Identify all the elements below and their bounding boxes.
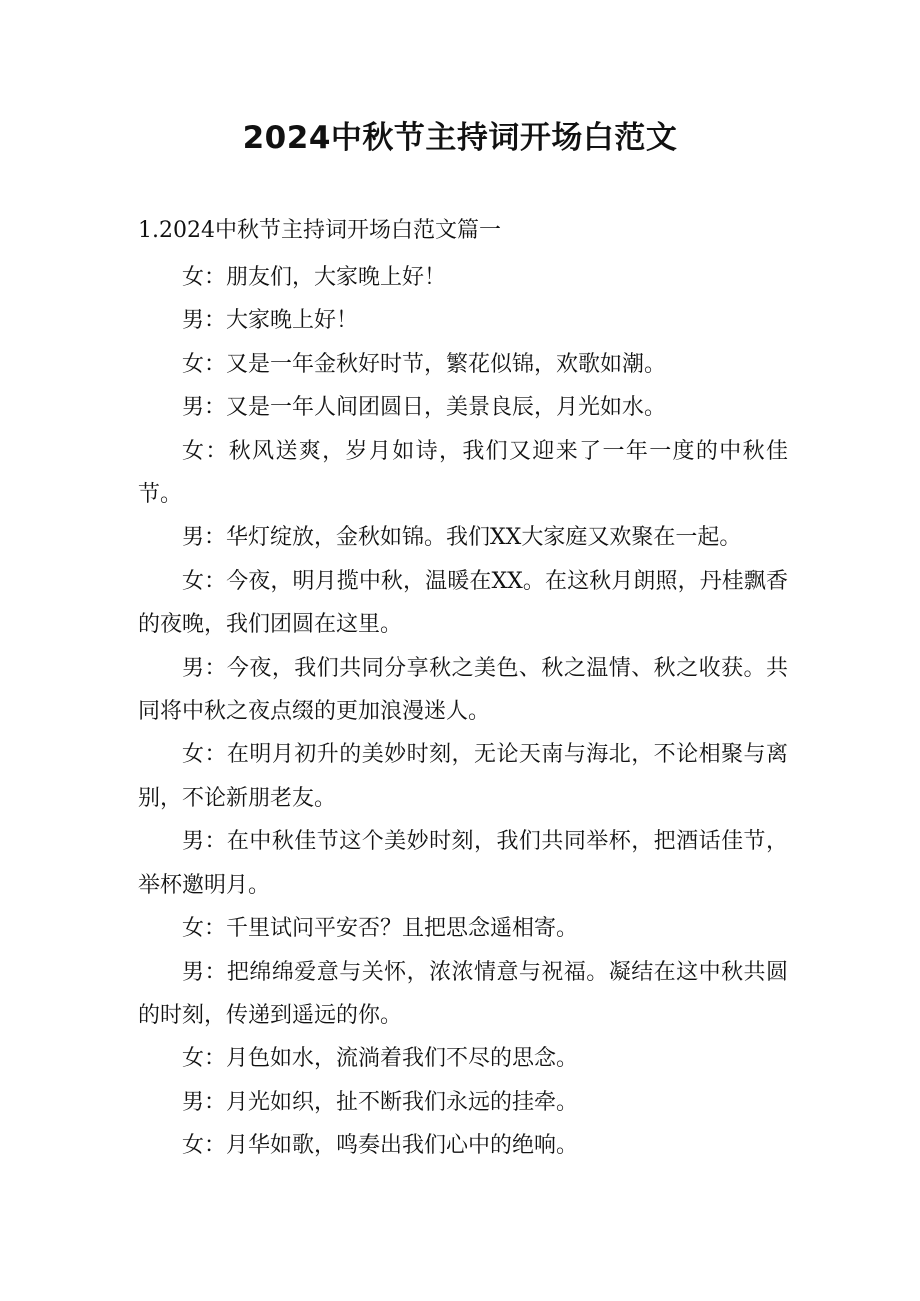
- paragraph: 女：又是一年金秋好时节，繁花似锦，欢歌如潮。: [182, 351, 667, 377]
- page-title: 2024中秋节主持词开场白范文: [242, 120, 678, 156]
- paragraph: 男：又是一年人间团圆日，美景良辰，月光如水。: [182, 395, 667, 421]
- paragraph: 女：在明月初升的美妙时刻，无论天南与海北，不论相聚与离别，不论新朋老友。: [138, 742, 788, 811]
- paragraph: 女：月色如水，流淌着我们不尽的思念。: [182, 1046, 579, 1072]
- paragraph: 女：今夜，明月揽中秋，温暖在XX。在这秋月朗照，丹桂飘香的夜晚，我们团圆在这里。: [138, 568, 788, 638]
- paragraph: 女：秋风送爽，岁月如诗，我们又迎来了一年一度的中秋佳节。: [138, 438, 788, 508]
- paragraph: 男：把绵绵爱意与关怀，浓浓情意与祝福。凝结在这中秋共圆的时刻，传递到遥远的你。: [138, 959, 788, 1028]
- paragraph: 男：月光如织，扯不断我们永远的挂牵。: [182, 1089, 579, 1115]
- section-heading: 1.2024中秋节主持词开场白范文篇一: [138, 218, 501, 243]
- paragraph: 男：今夜，我们共同分享秋之美色、秋之温情、秋之收获。共同将中秋之夜点缀的更加浪漫迷人。: [138, 655, 788, 725]
- paragraph: 女：月华如歌，鸣奏出我们心中的绝响。: [182, 1133, 579, 1159]
- paragraph: 男：在中秋佳节这个美妙时刻，我们共同举杯，把酒话佳节，举杯邀明月。: [138, 829, 788, 898]
- paragraph: 女：朋友们，大家晚上好！: [182, 265, 447, 290]
- paragraph: 女：千里试问平安否？且把思念遥相寄。: [182, 916, 579, 942]
- document-body: [138, 256, 788, 1168]
- paragraph: 男：大家晚上好！: [182, 308, 359, 334]
- paragraph: 男：华灯绽放，金秋如锦。我们XX大家庭又欢聚在一起。: [182, 525, 742, 551]
